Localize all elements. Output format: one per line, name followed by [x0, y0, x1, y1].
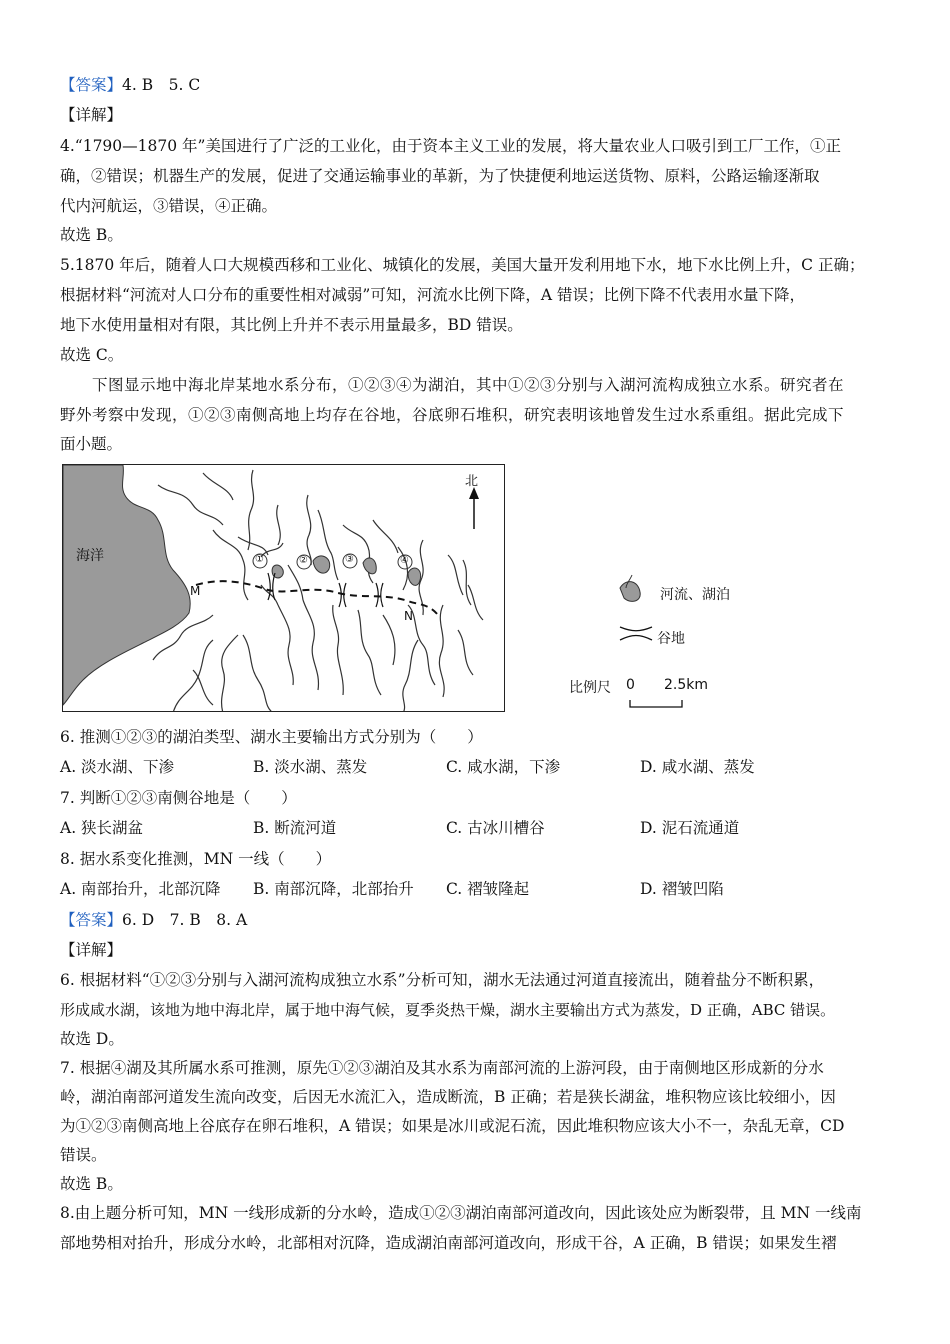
detail-heading-1: 【详解】 [60, 106, 123, 124]
sea-label: 海洋 [76, 548, 104, 564]
north-arrow [469, 487, 479, 529]
scale-zero: 0 [626, 677, 635, 693]
scale-bar [630, 700, 682, 707]
legend-lake-symbol [620, 582, 640, 602]
q4-line: 故选 B。 [60, 226, 123, 244]
scale-label: 比例尺 [569, 680, 611, 696]
a7-line: 故选 B。 [60, 1175, 123, 1193]
valley-symbols [268, 573, 383, 607]
q8-option-d: D. 褶皱凹陷 [640, 880, 724, 898]
q4-line: 4.“1790—1870 年”美国进行了广泛的工业化，由于资本主义工业的发展，将大量农业人口吸引到工厂工作，①正 [60, 137, 841, 155]
intro-line: 下图显示地中海北岸某地水系分布，①②③④为湖泊，其中①②③分别与入湖河流构成独立水系。研究者在 [60, 376, 845, 394]
q4-line: 代内河航运，③错误，④正确。 [60, 197, 278, 215]
north-label: 北 [465, 474, 479, 489]
q7-option-d: D. 泥石流通道 [640, 819, 740, 837]
answer-text: 6. D 7. B 8. A [122, 911, 248, 929]
lake-3 [363, 558, 376, 574]
lake-label-3: ③ [345, 554, 354, 565]
intro-line: 面小题。 [60, 435, 123, 453]
a6-line: 故选 D。 [60, 1030, 124, 1048]
map-svg [63, 465, 505, 712]
q5-line: 5.1870 年后，随着人口大规模西移和工业化、城镇化的发展，美国大量开发利用地下水，地下水比例上升，C 正确； [60, 256, 865, 274]
lake-label-4: ④ [400, 555, 409, 566]
legend-river-lake-label: 河流、湖泊 [660, 587, 730, 603]
q7-option-c: C. 古冰川槽谷 [446, 819, 545, 837]
sea-area [63, 465, 190, 705]
legend-valley-label: 谷地 [657, 631, 685, 647]
drainage-map [62, 464, 505, 712]
detail-heading-2: 【详解】 [60, 941, 123, 959]
answer-tag: 【答案】 [60, 76, 123, 94]
q4-line: 确，②错误；机器生产的发展，促进了交通运输事业的革新，为了快捷便利地运送货物、原料，公路运输逐渐取 [60, 167, 820, 185]
q5-line: 地下水使用量相对有限，其比例上升并不表示用量最多，BD 错误。 [60, 316, 523, 334]
lake-label-2: ② [299, 555, 308, 566]
legend-valley-symbol-bottom [620, 636, 652, 641]
lake-4 [408, 568, 421, 585]
q6-option-b: B. 淡水湖、蒸发 [253, 758, 368, 776]
mn-dashed-line [196, 581, 438, 615]
q6-option-d: D. 咸水湖、蒸发 [640, 758, 755, 776]
q5-line: 故选 C。 [60, 346, 124, 364]
legend-valley-symbol-top [620, 627, 652, 631]
river-network [153, 470, 483, 712]
q8-option-a: A. 南部抬升，北部沉降 [60, 880, 221, 898]
a7-line: 岭，湖泊南部河道发生流向改变，后因无水流汇入，造成断流，B 正确；若是狭长湖盆，堆积物应该比较细小，因 [60, 1088, 836, 1106]
scale-value: 2.5km [664, 677, 709, 693]
answer-tag: 【答案】 [60, 911, 123, 929]
q8-option-b: B. 南部沉降，北部抬升 [253, 880, 414, 898]
answer-line-1 [60, 75, 200, 95]
q8-stem: 8. 据水系变化推测，MN 一线（ ） [60, 850, 332, 868]
a7-line: 7. 根据④湖及其所属水系可推测，原先①②③湖泊及其水系为南部河流的上游河段，由于南侧地区形成新的分水 [60, 1059, 824, 1077]
q7-option-b: B. 断流河道 [253, 819, 337, 837]
q8-option-c: C. 褶皱隆起 [446, 880, 530, 898]
a7-line: 为①②③南侧高地上谷底存在卵石堆积，A 错误；如果是冰川或泥石流，因此堆积物应该大小不一，杂乱无章，CD [60, 1117, 845, 1135]
a6-line: 6. 根据材料“①②③分别与入湖河流构成独立水系”分析可知，湖水无法通过河道直接流出，随着盐分不断积累， [60, 971, 825, 989]
a7-line: 错误。 [60, 1146, 107, 1164]
lake-2 [313, 556, 330, 573]
answer-text: 4. B 5. C [122, 76, 201, 94]
q7-option-a: A. 狭长湖盆 [60, 819, 144, 837]
n-label: N [404, 609, 413, 623]
q6-option-a: A. 淡水湖、下渗 [60, 758, 175, 776]
a8-line: 部地势相对抬升，形成分水岭，北部相对沉降，造成湖泊南部河道改向，形成干谷，A 正确，B 错误；如果发生褶 [60, 1234, 837, 1252]
intro-line: 野外考察中发现，①②③南侧高地上均存在谷地，谷底卵石堆积，研究表明该地曾发生过水系重组。据此完成下 [60, 406, 845, 424]
q7-stem: 7. 判断①②③南侧谷地是（ ） [60, 789, 297, 807]
a8-line: 8.由上题分析可知，MN 一线形成新的分水岭，造成①②③湖泊南部河道改向，因此该处应为断裂带，且 MN 一线南 [60, 1204, 862, 1222]
a6-line: 形成咸水湖，该地为地中海北岸，属于地中海气候，夏季炎热干燥，湖水主要输出方式为蒸发，D 正确，ABC 错误。 [60, 1001, 836, 1019]
q5-line: 根据材料“河流对人口分布的重要性相对减弱”可知，河流水比例下降，A 错误；比例下降不代表用水量下降， [60, 286, 805, 304]
lake-label-1: ① [255, 554, 264, 565]
q6-stem: 6. 推测①②③的湖泊类型、湖水主要输出方式分别为（ ） [60, 728, 483, 746]
m-label: M [190, 584, 201, 598]
answer-line-2 [60, 910, 247, 930]
q6-option-c: C. 咸水湖，下渗 [446, 758, 561, 776]
